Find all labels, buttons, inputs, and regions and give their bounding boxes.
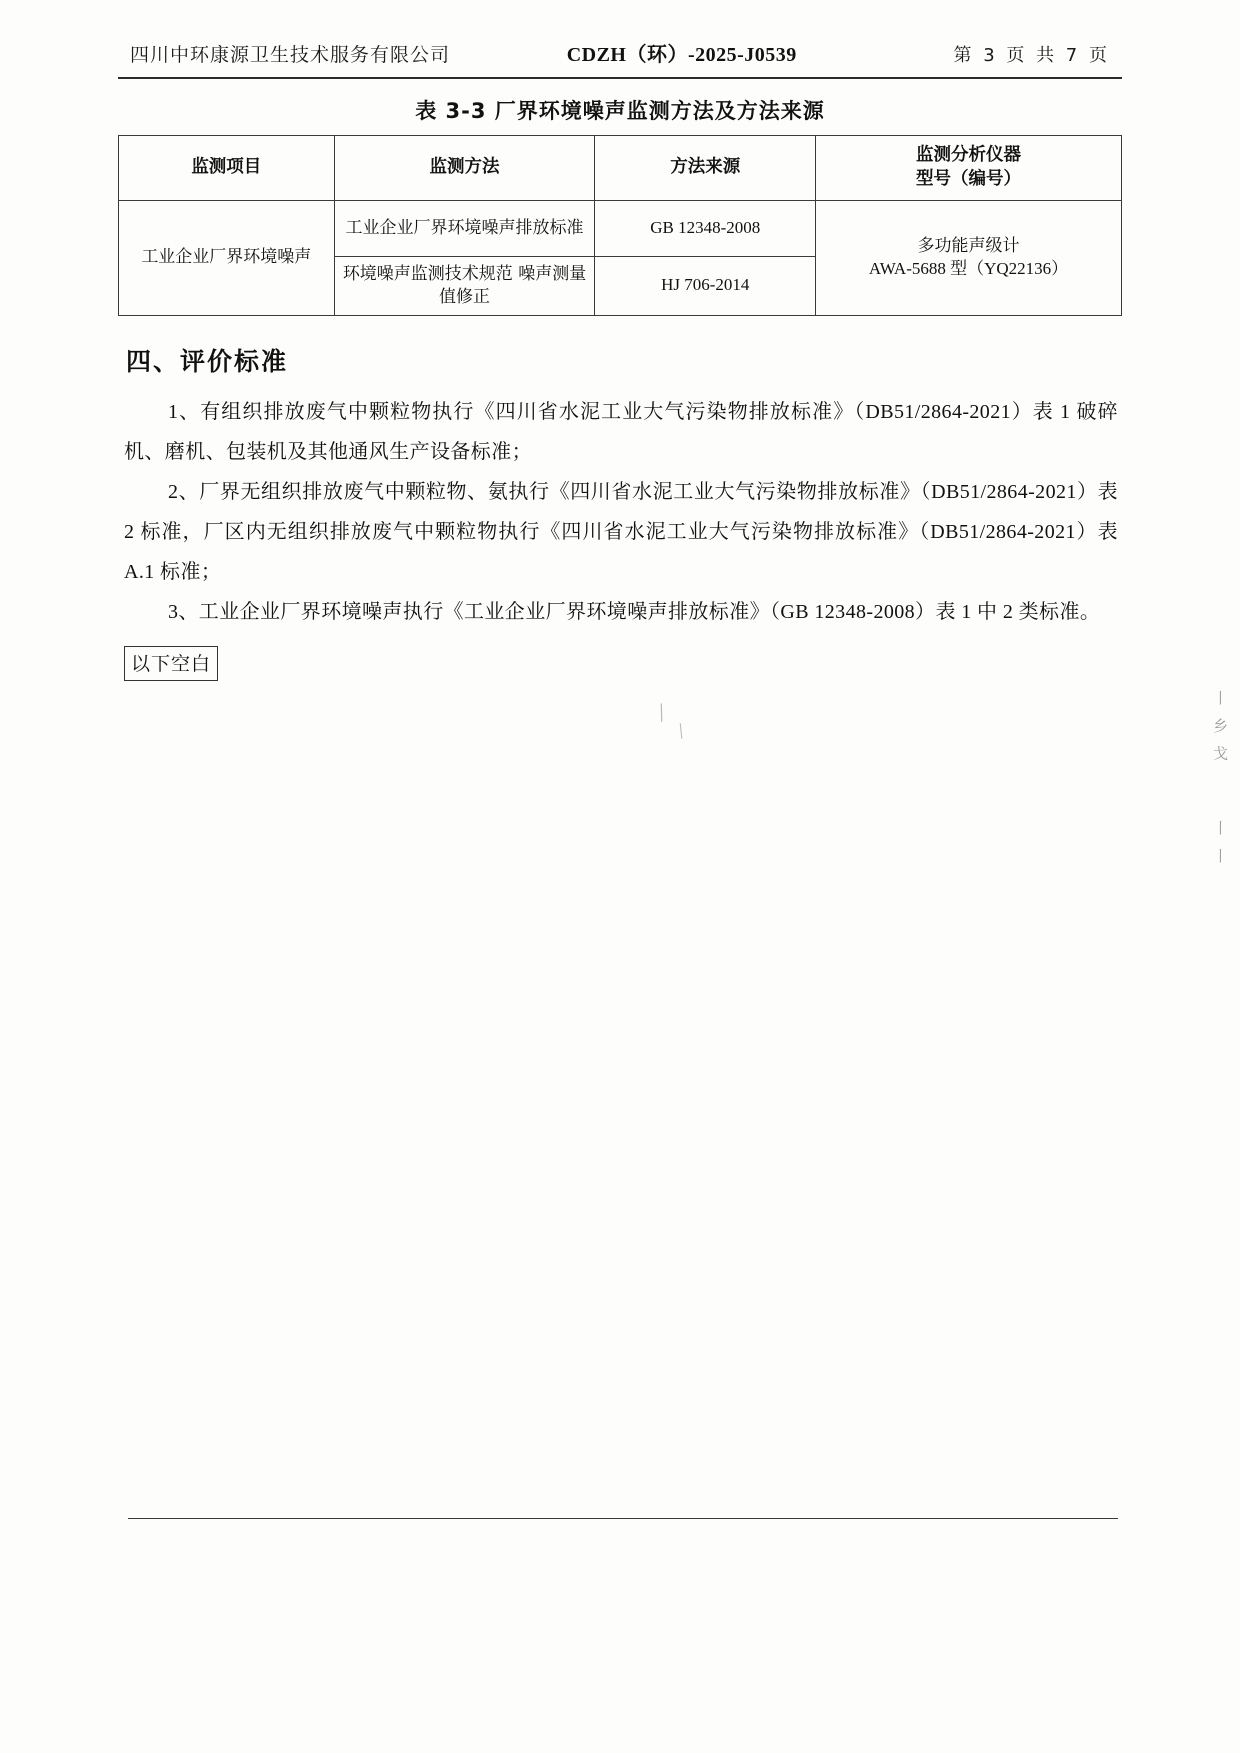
section-heading-evaluation-standards: 四、评价标准	[126, 346, 289, 376]
blank-below-marker: 以下空白	[124, 646, 218, 681]
header-report-number: CDZH（环）-2025-J0539	[566, 44, 797, 66]
page-edge-artifact: 丨 丨	[1211, 820, 1229, 867]
monitoring-method-table	[118, 135, 1122, 316]
column-header-instrument-line2: 型号（编号）	[916, 169, 1022, 189]
cell-method-1: 工业企业厂界环境噪声排放标准	[334, 201, 595, 257]
column-header-source: 方法来源	[595, 136, 816, 201]
paragraph-3: 3、工业企业厂界环境噪声执行《工业企业厂界环境噪声排放标准》（GB 12348-2008）表 1 中 2 类标准。	[168, 600, 1101, 623]
table-caption: 表 3-3 厂界环境噪声监测方法及方法来源	[415, 99, 825, 123]
table-header-row	[119, 136, 1122, 201]
page-sheet	[118, 38, 1122, 1518]
header-page-number: 第 3 页 共 7 页	[953, 45, 1110, 66]
cell-method-2: 环境噪声监测技术规范 噪声测量值修正	[334, 257, 595, 316]
paragraph-1: 1、有组织排放废气中颗粒物执行《四川省水泥工业大气污染物排放标准》（DB51/2864-2021）表 1 破碎机、磨机、包装机及其他通风生产设备标准；	[124, 400, 1118, 463]
column-header-instrument-line1: 监测分析仪器	[916, 145, 1022, 166]
paragraph-2: 2、厂界无组织排放废气中颗粒物、氨执行《四川省水泥工业大气污染物排放标准》（DB51/2864-2021）表 2 标准，厂区内无组织排放废气中颗粒物执行《四川省水泥工业大气污染物排放标准》（DB51/2864-2021）表 A.1 标准；	[124, 480, 1118, 583]
footer-divider	[128, 1518, 1118, 1519]
cell-instrument-line2: AWA-5688 型（YQ22136）	[868, 258, 1069, 278]
page-edge-artifact: 丨 乡 戈	[1211, 690, 1229, 765]
page-header	[118, 38, 1122, 79]
cell-item-noise: 工业企业厂界环境噪声	[119, 201, 335, 316]
table-row	[119, 201, 1122, 257]
column-header-method: 监测方法	[334, 136, 595, 201]
column-header-item: 监测项目	[119, 136, 335, 201]
cell-source-2: HJ 706-2014	[595, 257, 816, 316]
cell-source-1: GB 12348-2008	[595, 201, 816, 257]
scan-smudge: /	[653, 697, 670, 728]
cell-instrument-line1: 多功能声级计	[917, 236, 1020, 256]
scan-smudge: /	[672, 717, 689, 744]
header-company-name: 四川中环康源卫生技术服务有限公司	[130, 44, 451, 66]
cell-instrument	[816, 201, 1122, 316]
column-header-instrument	[816, 136, 1122, 201]
